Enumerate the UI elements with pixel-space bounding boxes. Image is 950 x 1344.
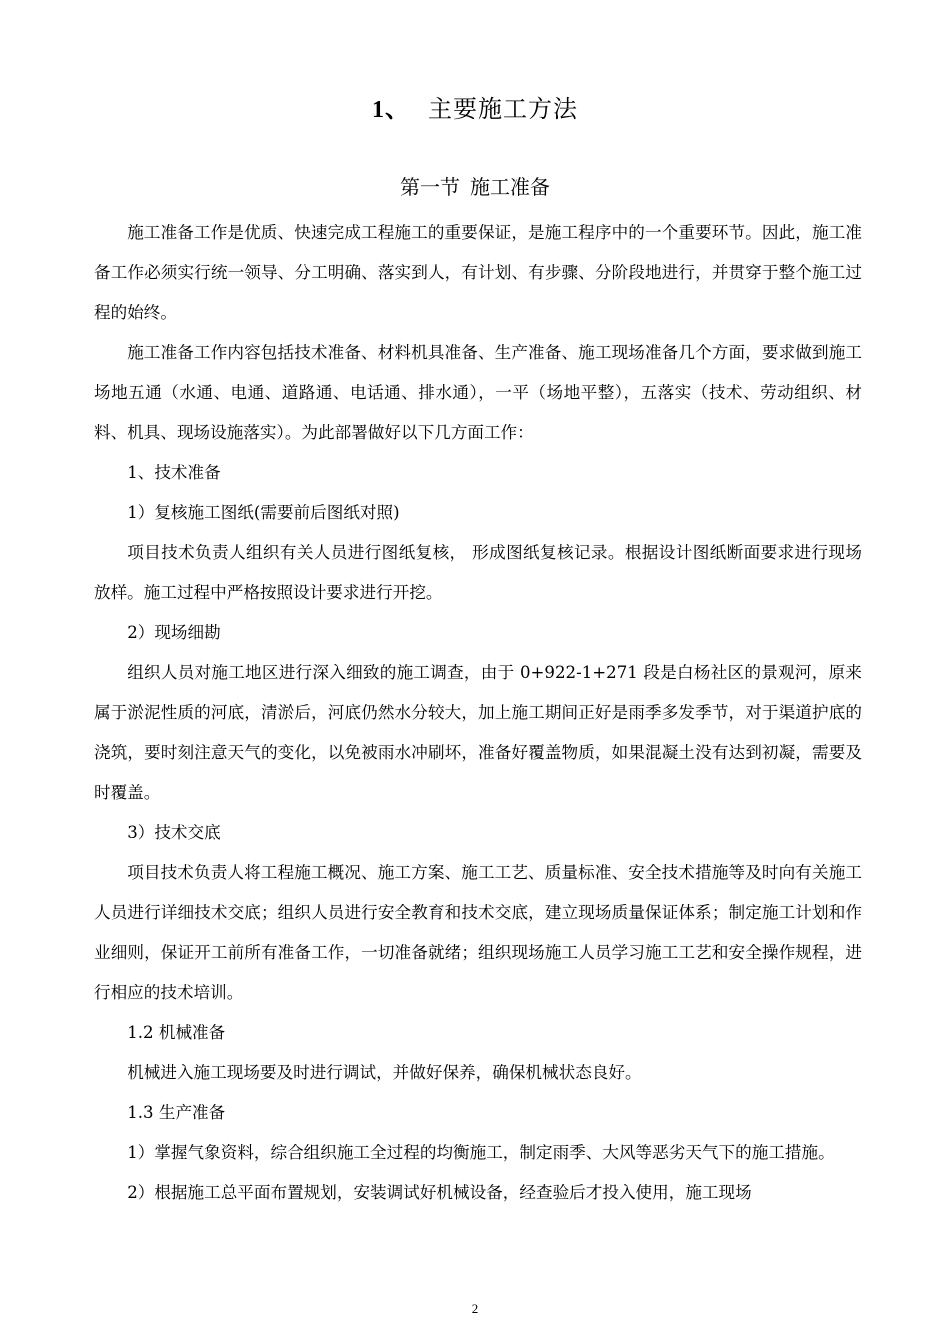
- chapter-number: 1、: [372, 97, 410, 123]
- section-title: [0, 172, 950, 202]
- paragraph: 2）根据施工总平面布置规划，安装调试好机械设备，经查验后才投入使用，施工现场: [127, 1183, 752, 1202]
- subheading: 1.3 生产准备: [127, 1103, 226, 1122]
- subheading: 1.2 机械准备: [127, 1023, 226, 1042]
- chapter-title-text: 主要施工方法: [428, 95, 578, 123]
- paragraph: 组织人员对施工地区进行深入细致的施工调查，由于 0+922-1+271 段是白杨社区的景观河，原来属于淤泥性质的河底，清淤后，河底仍然水分较大，加上施工期间正好是雨季多发季节，对于渠道护底的浇筑，要时刻注意天气的变化，以免被雨水冲刷坏，准备好覆盖物质，如果混凝土没有达到初凝，需要及时覆盖。: [94, 663, 862, 802]
- subheading: 3）技术交底: [127, 823, 221, 842]
- page-number: 2: [471, 1301, 479, 1316]
- subheading: 2）现场细勘: [127, 623, 221, 642]
- document-body: [94, 213, 862, 1213]
- paragraph: 机械进入施工现场要及时进行调试，并做好保养，确保机械状态良好。: [127, 1063, 642, 1082]
- paragraph: 施工准备工作是优质、快速完成工程施工的重要保证，是施工程序中的一个重要环节。因此，施工准备工作必须实行统一领导、分工明确、落实到人，有计划、有步骤、分阶段地进行，并贯穿于整个施工过程的始终。: [94, 223, 862, 322]
- paragraph: 施工准备工作内容包括技术准备、材料机具准备、生产准备、施工现场准备几个方面，要求做到施工场地五通（水通、电通、道路通、电话通、排水通），一平（场地平整），五落实（技术、劳动组织、材料、机具、现场设施落实）。为此部署做好以下几方面工作：: [94, 343, 862, 442]
- subheading: 1）复核施工图纸(需要前后图纸对照): [127, 503, 400, 522]
- paragraph: 1）掌握气象资料，综合组织施工全过程的均衡施工，制定雨季、大风等恶劣天气下的施工措施。: [127, 1143, 835, 1162]
- paragraph: 项目技术负责人将工程施工概况、施工方案、施工工艺、质量标准、安全技术措施等及时向有关施工人员进行详细技术交底；组织人员进行安全教育和技术交底，建立现场质量保证体系；制定施工计划和作业细则，保证开工前所有准备工作，一切准备就绪；组织现场施工人员学习施工工艺和安全操作规程，进行相应的技术培训。: [94, 863, 862, 1002]
- chapter-title: [0, 92, 950, 127]
- paragraph: 项目技术负责人组织有关人员进行图纸复核， 形成图纸复核记录。根据设计图纸断面要求进行现场放样。施工过程中严格按照设计要求进行开挖。: [94, 543, 862, 602]
- subheading: 1、技术准备: [127, 463, 221, 482]
- section-title-text: 施工准备: [470, 175, 550, 199]
- section-label: 第一节: [400, 175, 460, 199]
